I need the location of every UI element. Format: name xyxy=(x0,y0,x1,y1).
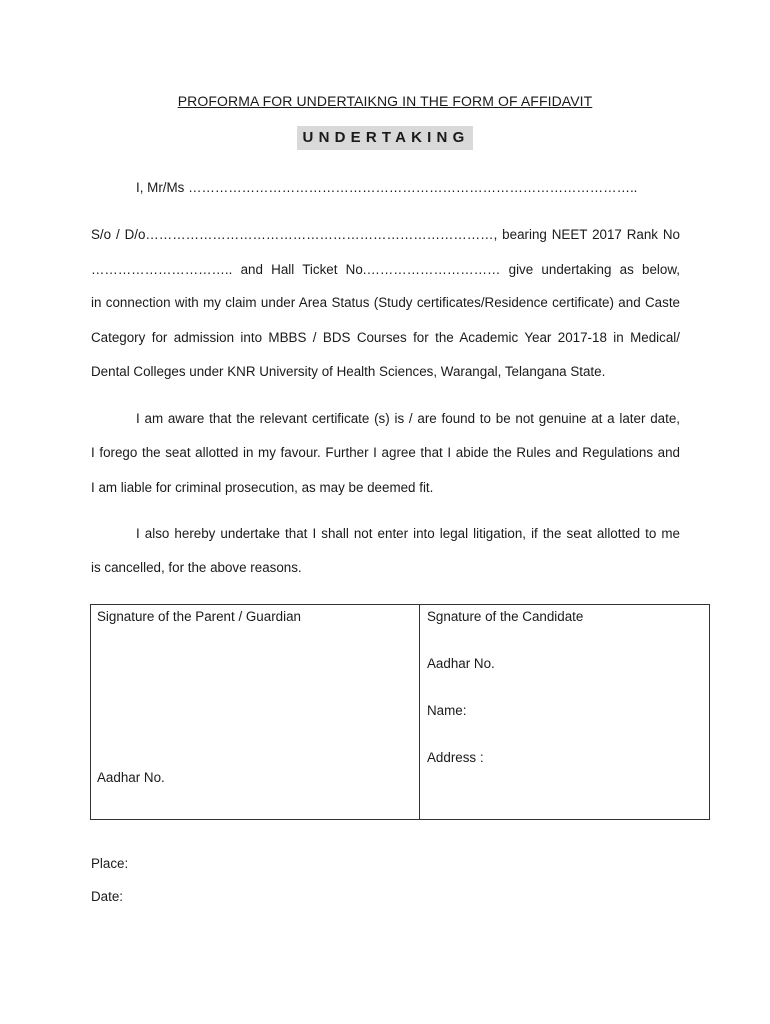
document-title: PROFORMA FOR UNDERTAIKNG IN THE FORM OF AFFIDAVIT xyxy=(177,93,593,109)
para1-line6: Dental Colleges under KNR University of Health Sciences, Warangal, Telangana State. xyxy=(91,364,606,379)
place-label: Place: xyxy=(91,856,129,871)
signature-table xyxy=(90,604,710,820)
candidate-address-label: Address : xyxy=(427,750,484,765)
parent-aadhar-label: Aadhar No. xyxy=(97,770,165,785)
candidate-name-label: Name: xyxy=(427,703,467,718)
subtitle-container xyxy=(0,126,770,150)
signature-table-divider xyxy=(419,605,420,819)
para3-line1: I also hereby undertake that I shall not enter into legal litigation, if the seat allotted to me xyxy=(136,526,680,541)
para1-line4: in connection with my claim under Area Status (Study certificates/Residence certificate) and Caste xyxy=(91,295,680,310)
date-label: Date: xyxy=(91,889,124,904)
document-subtitle: UNDERTAKING xyxy=(297,126,474,150)
para2-line3: I am liable for criminal prosecution, as may be deemed fit. xyxy=(91,480,434,495)
candidate-aadhar-label: Aadhar No. xyxy=(427,656,495,671)
para1-line1: I, Mr/Ms ……………………………………………………………………………………….. xyxy=(136,180,638,195)
para1-line5: Category for admission into MBBS / BDS Courses for the Academic Year 2017-18 in Medical/ xyxy=(91,330,680,345)
para1-line3: ………………………….. and Hall Ticket No.………………………… give undertaking as below, xyxy=(91,262,680,277)
para3-line2: is cancelled, for the above reasons. xyxy=(91,560,302,575)
para2-line2: I forego the seat allotted in my favour. Further I agree that I abide the Rules and Regulations and xyxy=(91,445,680,460)
parent-signature-label: Signature of the Parent / Guardian xyxy=(97,609,301,624)
para2-line1: I am aware that the relevant certificate (s) is / are found to be not genuine at a later date, xyxy=(136,411,680,426)
candidate-signature-label: Sgnature of the Candidate xyxy=(427,609,584,624)
para1-line2: S/o / D/o……………………………………………………………………, bearing NEET 2017 Rank No xyxy=(91,227,680,242)
